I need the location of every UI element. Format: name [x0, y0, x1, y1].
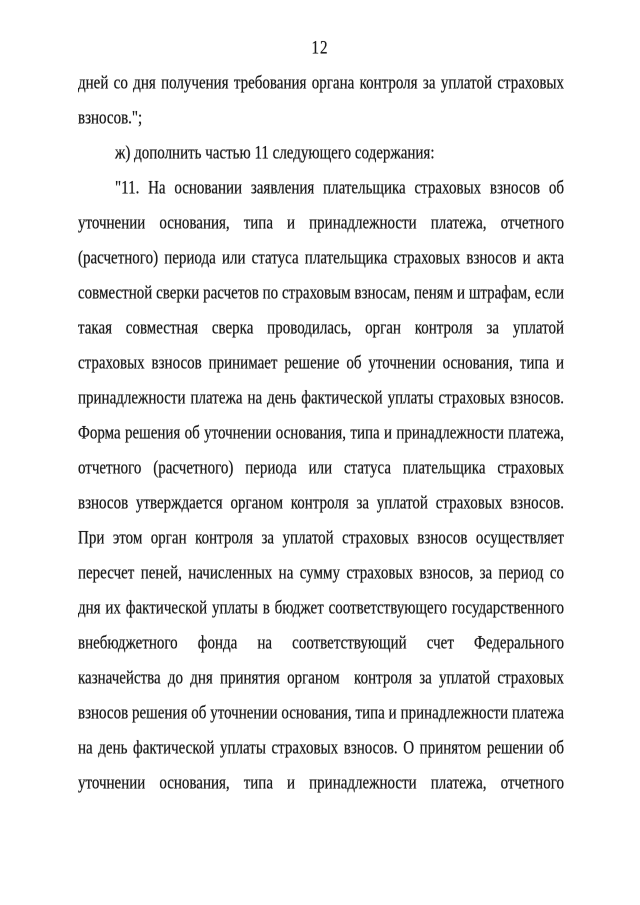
text-line: При этом орган контроля за уплатой страховых взносов осуществляет — [78, 528, 564, 549]
page-number: 12 — [311, 38, 329, 59]
text-line: дней со дня получения требования органа контроля за уплатой страховых — [78, 73, 564, 94]
text-line: взносов."; — [78, 108, 143, 129]
text-line: уточнении основания, типа и принадлежности платежа, отчетного — [78, 773, 564, 794]
text-line: Форма решения об уточнении основания, типа и принадлежности платежа, — [78, 423, 564, 444]
text-line: принадлежности платежа на день фактической уплаты страховых взносов. — [78, 388, 564, 409]
text-line: взносов решения об уточнении основания, типа и принадлежности платежа — [78, 703, 564, 724]
text-line: (расчетного) периода или статуса плательщика страховых взносов и акта — [78, 248, 564, 269]
text-line: дня их фактической уплаты в бюджет соответствующего государственного — [78, 598, 564, 619]
text-line: взносов утверждается органом контроля за уплатой страховых взносов. — [78, 493, 564, 514]
text-line: "11. На основании заявления плательщика страховых взносов об — [115, 178, 564, 199]
text-line: внебюджетного фонда на соответствующий счет Федерального — [78, 633, 564, 654]
text-line: на день фактической уплаты страховых взносов. О принятом решении об — [78, 738, 564, 759]
text-line: такая совместная сверка проводилась, орган контроля за уплатой — [78, 318, 564, 339]
text-line: совместной сверки расчетов по страховым взносам, пеням и штрафам, если — [78, 283, 564, 304]
text-line: уточнении основания, типа и принадлежности платежа, отчетного — [78, 213, 564, 234]
text-line: отчетного (расчетного) периода или статуса плательщика страховых — [78, 458, 564, 479]
text-line: страховых взносов принимает решение об уточнении основания, типа и — [78, 353, 564, 374]
text-line: ж) дополнить частью 11 следующего содержания: — [115, 143, 435, 164]
text-line: казначейства до дня принятия органом контроля за уплатой страховых — [78, 668, 564, 689]
text-line: пересчет пеней, начисленных на сумму страховых взносов, за период со — [78, 563, 564, 584]
document-body — [78, 66, 564, 801]
